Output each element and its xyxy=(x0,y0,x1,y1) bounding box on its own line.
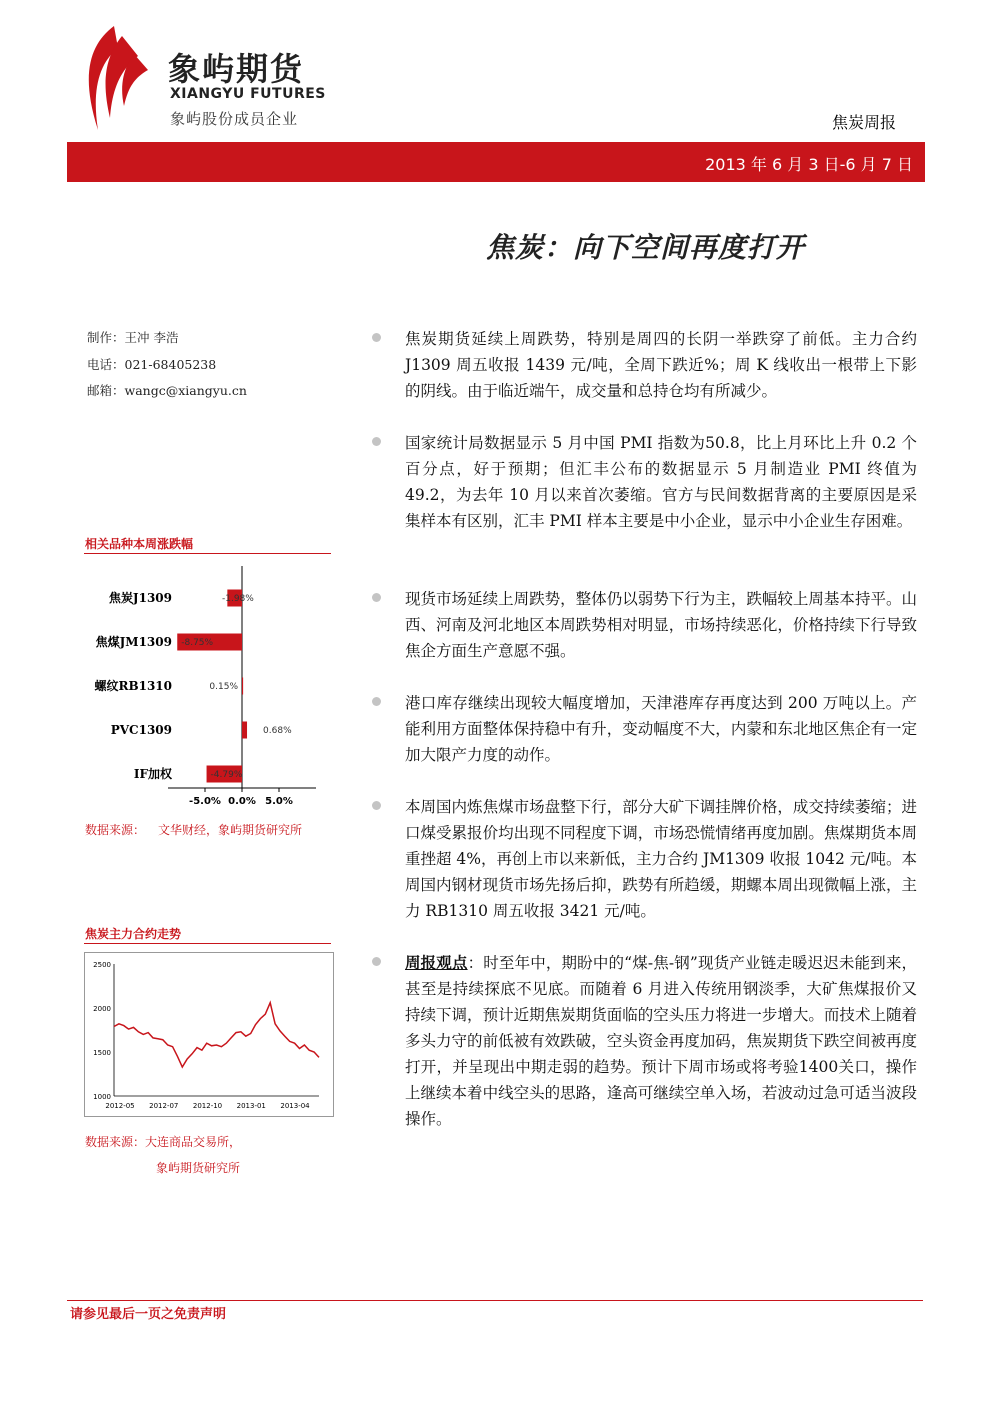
paragraph-1: 焦炭期货延续上周跌势，特别是周四的长阴一举跌穿了前低。主力合约 J1309 周五收报 1439 元/吨，全周下跌近%；周 K 线收出一根带上下影的阴线。由于临近端午，成交量和总持仓均有所减少。 xyxy=(405,330,917,400)
x-tick-label: 5.0% xyxy=(265,796,293,807)
bullet-icon xyxy=(372,957,381,966)
email-line: 邮箱：wangc@xiangyu.cn xyxy=(87,383,247,398)
bar-category-label: 焦炭J1309 xyxy=(108,591,172,605)
bullet-icon xyxy=(372,801,381,810)
y-tick-label: 1000 xyxy=(93,1093,111,1101)
x-tick-label: 2012-10 xyxy=(192,1102,223,1110)
y-tick-label: 1500 xyxy=(93,1049,111,1057)
outlook-label: 周报观点 xyxy=(405,953,468,972)
weekly-change-source-label: 数据来源： xyxy=(85,823,146,837)
weekly-change-title: 相关品种本周涨跌幅 xyxy=(85,537,194,551)
footer-divider xyxy=(67,1300,923,1301)
bar-value-label: -4.79% xyxy=(210,770,243,780)
weekly-change-source: 文华财经，象屿期货研究所 xyxy=(158,823,303,837)
section-divider xyxy=(84,943,331,944)
x-tick-label: 2012-05 xyxy=(105,1102,135,1110)
bar-category-label: PVC1309 xyxy=(110,723,172,737)
price-trend-source: 数据来源：大连商品交易所， xyxy=(85,1135,242,1149)
company-logo-icon xyxy=(78,26,148,130)
paragraph-4: 港口库存继续出现较大幅度增加，天津港库存再度达到 200 万吨以上。产能利用方面整体保持稳中有升，变动幅度不大，内蒙和东北地区焦企有一定加大限产力度的动作。 xyxy=(405,694,917,764)
bar xyxy=(242,678,243,695)
bullet-icon xyxy=(372,333,381,342)
bar-value-label: -8.75% xyxy=(181,638,214,648)
outlook-paragraph xyxy=(405,950,917,1132)
x-tick-label: 2013-01 xyxy=(236,1102,266,1110)
brand-name-cn: 象屿期货 xyxy=(168,50,305,88)
bar-category-label: IF加权 xyxy=(133,767,172,781)
paragraph-2: 国家统计局数据显示 5 月中国 PMI 指数为50.8，比上月环比上升 0.2 个百分点，好于预期；但汇丰公布的数据显示 5 月制造业 PMI 终值为 49.2，为去年 10 月以来首次萎缩。官方与民间数据背离的主要原因是采集样本有区别，汇丰 PMI 样本主要是中小企业，显示中小企业生存困难。 xyxy=(405,434,917,530)
x-tick-label: 0.0% xyxy=(228,796,256,807)
report-type: 焦炭周报 xyxy=(831,113,896,132)
bullet-icon xyxy=(372,593,381,602)
price-line xyxy=(114,1003,319,1067)
price-trend-chart xyxy=(84,952,334,1117)
brand-subtitle: 象屿股份成员企业 xyxy=(170,110,299,128)
brand-name-en: XIANGYU FUTURES xyxy=(170,86,326,102)
outlook-text: ：时至年中，期盼中的“煤-焦-钢”现货产业链走暖迟迟未能到来，甚至是持续探底不见底。而随着 6 月进入传统用钢淡季，大矿焦煤报价又持续下调，预计近期焦炭期货面临的空头压力将进一步增大。而技术上随着多头力守的前低被有效跌破，空头资金再度加码，焦炭期货下跌空间被再度打开，并呈现出中期走弱的趋势。预计下周市场或将考验1400关口，操作上继续本着中线空头的思路，逢高可继续空单入场，若波动过急可适当波段操作。 xyxy=(405,954,917,1128)
y-tick-label: 2000 xyxy=(93,1005,111,1013)
bullet-icon xyxy=(372,437,381,446)
bar xyxy=(242,722,247,739)
bar-category-label: 焦煤JM1309 xyxy=(95,635,172,649)
chart-frame xyxy=(85,953,334,1117)
bullet-icon xyxy=(372,697,381,706)
x-tick-label: 2012-07 xyxy=(149,1102,179,1110)
x-tick-label: -5.0% xyxy=(189,796,221,807)
page-title: 焦炭：向下空间再度打开 xyxy=(486,231,806,264)
price-trend-source-2: 象屿期货研究所 xyxy=(156,1161,241,1175)
section-divider xyxy=(84,553,331,554)
paragraph-5: 本周国内炼焦煤市场盘整下行，部分大矿下调挂牌价格，成交持续萎缩；进口煤受累报价均出现不同程度下调，市场恐慌情绪再度加剧。焦煤期货本周重挫超 4%，再创上市以来新低，主力合约 JM1309 收报 1042 元/吨。本周国内钢材现货市场先扬后抑，跌势有所趋缓，期螺本周出现微幅上涨，主力 RB1310 周五收报 3421 元/吨。 xyxy=(405,798,917,920)
disclaimer-link[interactable]: 请参见最后一页之免责声明 xyxy=(70,1307,227,1322)
bar-value-label: -1.98% xyxy=(222,594,254,604)
phone-line: 电话：021-68405238 xyxy=(87,357,217,372)
bar-value-label: 0.68% xyxy=(263,726,292,736)
date-banner xyxy=(67,142,925,182)
author-line: 制作：王冲 李浩 xyxy=(87,330,179,345)
price-trend-title: 焦炭主力合约走势 xyxy=(85,927,182,941)
weekly-change-chart xyxy=(84,566,332,812)
bar-value-label: 0.15% xyxy=(209,682,238,692)
x-tick-label: 2013-04 xyxy=(280,1102,310,1110)
y-tick-label: 2500 xyxy=(93,961,111,969)
bar-category-label: 螺纹RB1310 xyxy=(94,679,172,693)
paragraph-3: 现货市场延续上周跌势，整体仍以弱势下行为主，跌幅较上周基本持平。山西、河南及河北地区本周跌势相对明显，市场持续恶化，价格持续下行导致焦企方面生产意愿不强。 xyxy=(405,590,917,660)
date-range: 2013 年 6 月 3 日-6 月 7 日 xyxy=(705,155,913,174)
